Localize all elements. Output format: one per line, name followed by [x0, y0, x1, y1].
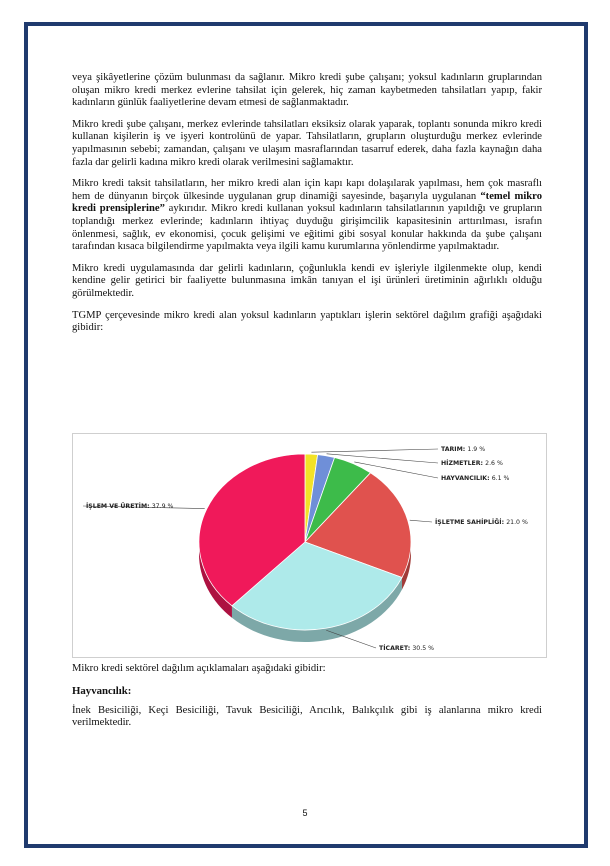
paragraph-1: veya şikâyetlerine çözüm bulunması da sağlanır. Mikro kredi şube çalışanı; yoksul kadınların gruplarından oluşan mikro kredi merkez evlerine tahsilat için gelerek, hiç zaman kaybetmeden tahsilatları yapıp, fakir kadınların günlük faaliyetlerine devam etmesi de sağlanmaktadır. [72, 72, 542, 109]
paragraph-4: Mikro kredi uygulamasında dar gelirli kadınların, çoğunlukla kendi ev işleriyle ilgilenmekte olup, kendi kendine gelir getirici bir faaliyette bulunmasına imkân tanıyan el işi ürünleri üretiminin ağırlıklı olduğu görülmektedir. [72, 262, 542, 299]
data-label-i̇şletme-sahi̇pli̇ği̇: İŞLETME SAHİPLİĞİ: 21.0 % [435, 519, 528, 526]
paragraph-3-bold: “temel mikro kredi prensiplerine” [72, 190, 542, 215]
chart-followup-text: Mikro kredi sektörel dağılım açıklamaları aşağıdaki gibidir: [72, 663, 326, 674]
leader-line-1 [311, 449, 438, 452]
paragraph-5: TGMP çerçevesinde mikro kredi alan yoksul kadınların yaptıkları işlerin sektörel dağılım grafiği aşağıdaki gibidir: [72, 309, 542, 334]
after-chart-section [72, 663, 542, 739]
data-label-tarim: TARIM: 1.9 % [441, 446, 486, 453]
leader-line-4 [410, 520, 432, 522]
data-label-ti̇caret: TİCARET: 30.5 % [379, 645, 434, 652]
paragraph-3-part-1: Mikro kredi taksit tahsilatların, her mikro kredi alan için kapı kapı dolaşılarak yapılması, hem çok masraflı hem de dünyanın birçok ülkesinde uygulanan grup dinamiği sayesinde, başarıyla uygulanan [72, 178, 542, 202]
section-heading-hayvancilik: Hayvancılık: [72, 684, 132, 697]
data-label-hayvancilik: HAYVANCILIK: 6.1 % [441, 475, 510, 482]
sector-pie-chart [72, 433, 547, 658]
section-text-hayvancilik: İnek Besiciliği, Keçi Besiciliği, Tavuk Besiciliği, Arıcılık, Balıkçılık gibi iş alanlarına mikro kredi verilmektedir. [72, 704, 542, 729]
data-label-i̇şlem-ve-üreti̇m: İŞLEM VE ÜRETİM: 37.9 % [86, 503, 174, 510]
page-body [72, 72, 542, 341]
paragraph-3-part-2: aykırıdır. Mikro kredi kullanan yoksul kadınların tahsilatlarının yapıldığı ve grupların toplandığı merkez evlerinde; kadınların ihtiyaç duyduğu girişimcilik kapasitesinin arttırılması, israfın önlenmesi, sağlık, ev ekonomisi, çocuk gelişimi ve eğitimi gibi sosyal konular hakkında da şube çalışanı tarafından kısaca bilgilendirme yapılmakta veya ilgili kamu kurumlarına yönlendirme yapılmaktadır. [72, 203, 542, 253]
pie-chart-svg [73, 434, 546, 657]
paragraph-2: Mikro kredi şube çalışanı, merkez evlerinde tahsilatları eksiksiz olarak yaparak, toplantı sonunda mikro kredi kullanan kişilerin iş ve işyeri kontrolünü de yapar. Tahsilatların, grupların oluşturduğu merkez evlerinde yapılmasının sebebi; zamandan, çalışanı ve ulaşım masraflarından tasarruf ederek, daha fazla kaynağın daha fazla dar gelirli kadına mikro kredi olarak verilmesini sağlamaktır. [72, 118, 542, 168]
page-number: 5 [302, 808, 308, 818]
paragraph-3 [72, 178, 542, 254]
data-label-hi̇zmetler: HİZMETLER: 2.6 % [441, 460, 503, 467]
